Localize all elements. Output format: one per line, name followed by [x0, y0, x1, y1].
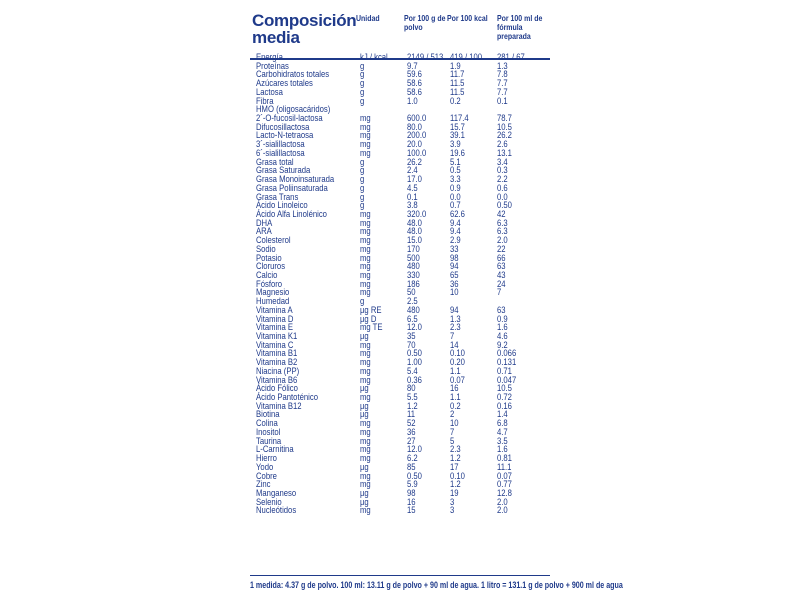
- row-unit: g: [360, 68, 365, 80]
- row-name: Cloruros: [256, 260, 286, 272]
- row-name: Ácido Alfa Linolénico: [256, 207, 327, 219]
- row-per-100g: 80: [407, 382, 416, 394]
- row-per-100g: 59.6: [407, 68, 422, 80]
- row-per-100g: 330: [407, 268, 420, 280]
- nutrition-table: [250, 8, 623, 590]
- row-per-100kcal: 0.10: [450, 347, 465, 359]
- row-per-100ml: 1.6: [497, 321, 508, 333]
- row-name: Colesterol: [256, 234, 291, 246]
- row-per-100kcal: 0.20: [450, 356, 465, 368]
- row-per-100g: 5.9: [407, 478, 418, 490]
- row-unit: g: [360, 94, 365, 106]
- row-per-100kcal: 62.6: [450, 207, 465, 219]
- row-unit: mg: [360, 129, 371, 141]
- row-per-100ml: 10.5: [497, 120, 512, 132]
- row-name: Calcio: [256, 268, 278, 280]
- row-unit: µg: [360, 399, 369, 411]
- row-per-100ml: 13.1: [497, 146, 512, 158]
- row-per-100kcal: 3.3: [450, 173, 461, 185]
- row-per-100kcal: 2.3: [450, 443, 461, 455]
- row-unit: mg: [360, 268, 371, 280]
- row-per-100kcal: 0.7: [450, 199, 461, 211]
- row-per-100ml: 0.07: [497, 469, 512, 481]
- row-unit: mg: [360, 452, 371, 464]
- row-per-100ml: 0.0: [497, 190, 508, 202]
- row-name: Grasa Monoinsaturada: [256, 173, 335, 185]
- row-per-100kcal: 33: [450, 242, 459, 254]
- row-name: Vitamina K1: [256, 330, 298, 341]
- row-per-100ml: 0.16: [497, 399, 512, 411]
- row-per-100g: 3.8: [407, 199, 418, 211]
- row-unit: mg: [360, 364, 371, 376]
- row-name: Humedad: [256, 295, 290, 307]
- row-unit: g: [360, 295, 365, 307]
- row-per-100g: 58.6: [407, 85, 422, 97]
- row-per-100ml: 0.066: [497, 347, 517, 359]
- row-per-100ml: 0.77: [497, 478, 512, 490]
- row-unit: µg: [360, 330, 369, 341]
- row-per-100ml: 0.6: [497, 181, 508, 193]
- row-per-100g: 0.50: [407, 469, 422, 481]
- row-unit: mg: [360, 434, 371, 446]
- row-per-100ml: 3.5: [497, 434, 508, 446]
- row-name: Biotina: [256, 408, 280, 420]
- row-unit: mg: [360, 260, 371, 272]
- row-per-100g: 5.4: [407, 364, 418, 376]
- row-per-100ml: 1.3: [497, 59, 508, 71]
- row-per-100ml: 0.71: [497, 364, 512, 376]
- row-per-100g: 80.0: [407, 120, 422, 132]
- row-per-100g: 12.0: [407, 321, 422, 333]
- row-name: Vitamina B2: [256, 356, 298, 368]
- row-unit: mg: [360, 356, 371, 368]
- row-unit: g: [360, 181, 365, 193]
- row-unit: mg: [360, 443, 371, 455]
- column-header-unit: Unidad: [356, 13, 380, 23]
- row-per-100ml: 11.1: [497, 460, 512, 472]
- row-unit: mg: [360, 234, 371, 246]
- row-per-100kcal: 9.4: [450, 225, 461, 237]
- table-row: [250, 279, 550, 288]
- row-unit: mg: [360, 277, 371, 289]
- row-per-100kcal: 0.5: [450, 164, 461, 176]
- row-per-100g: 170: [407, 242, 420, 254]
- row-per-100g: 100.0: [407, 146, 427, 158]
- row-per-100g: 2.5: [407, 295, 418, 307]
- row-per-100g: 50: [407, 286, 416, 298]
- row-per-100g: 500: [407, 251, 420, 263]
- row-per-100ml: 2.0: [497, 495, 508, 507]
- row-per-100ml: 78.7: [497, 112, 512, 124]
- row-per-100ml: 7.7: [497, 85, 508, 97]
- row-name: ARA: [256, 225, 272, 237]
- row-per-100g: 58.6: [407, 77, 422, 89]
- row-unit: mg: [360, 286, 371, 298]
- row-name: Proteínas: [256, 59, 289, 71]
- column-header-per-100kcal: Por 100 kcal: [447, 13, 488, 23]
- row-per-100g: 5.5: [407, 391, 418, 403]
- row-unit: mg: [360, 478, 371, 490]
- row-per-100kcal: 419 / 100: [450, 51, 483, 62]
- row-per-100ml: 0.81: [497, 452, 512, 464]
- row-per-100g: 0.1: [407, 190, 418, 202]
- row-per-100kcal: 19.6: [450, 146, 465, 158]
- row-per-100ml: 1.6: [497, 443, 508, 455]
- row-per-100kcal: 0.2: [450, 94, 461, 106]
- row-unit: µg RE: [360, 303, 382, 315]
- row-per-100ml: 12.8: [497, 486, 512, 498]
- row-unit: mg: [360, 242, 371, 254]
- row-per-100g: 52: [407, 417, 416, 429]
- row-per-100ml: 6.3: [497, 216, 508, 228]
- row-per-100ml: 22: [497, 242, 506, 254]
- row-per-100kcal: 9.4: [450, 216, 461, 228]
- row-per-100ml: 66: [497, 251, 506, 263]
- row-per-100g: 85: [407, 460, 416, 472]
- row-name: Grasa Trans: [256, 190, 299, 202]
- row-per-100ml: 0.72: [497, 391, 512, 403]
- row-per-100g: 12.0: [407, 443, 422, 455]
- row-unit: mg: [360, 373, 371, 385]
- row-per-100kcal: 0.07: [450, 373, 465, 385]
- row-per-100ml: 0.50: [497, 199, 512, 211]
- table-body: [250, 52, 550, 514]
- row-unit: kJ / kcal: [360, 51, 388, 62]
- row-per-100g: 15: [407, 504, 416, 516]
- row-name: Taurina: [256, 434, 282, 446]
- row-unit: g: [360, 155, 365, 167]
- row-name: Vitamina D: [256, 312, 294, 324]
- row-name: Niacina (PP): [256, 364, 300, 376]
- row-unit: µg: [360, 486, 369, 498]
- row-name: Manganeso: [256, 486, 297, 498]
- row-unit: g: [360, 59, 365, 71]
- row-name: Colina: [256, 417, 278, 429]
- row-per-100kcal: 65: [450, 268, 459, 280]
- row-unit: mg: [360, 425, 371, 437]
- row-name: 2´-O-fucosil-lactosa: [256, 112, 323, 124]
- row-unit: g: [360, 173, 365, 185]
- row-name: Vitamina B1: [256, 347, 298, 359]
- row-per-100ml: 0.047: [497, 373, 517, 385]
- row-per-100g: 17.0: [407, 173, 422, 185]
- row-unit: mg: [360, 225, 371, 237]
- row-per-100kcal: 0.10: [450, 469, 465, 481]
- row-per-100ml: 43: [497, 268, 506, 280]
- row-name: L-Carnitina: [256, 443, 294, 455]
- row-per-100kcal: 3: [450, 495, 455, 507]
- row-per-100g: 4.5: [407, 181, 418, 193]
- row-unit: mg: [360, 469, 371, 481]
- row-per-100g: 36: [407, 425, 416, 437]
- row-per-100ml: 10.5: [497, 382, 512, 394]
- row-per-100ml: 2.0: [497, 234, 508, 246]
- row-per-100kcal: 5: [450, 434, 455, 446]
- row-name: Potasio: [256, 251, 282, 263]
- row-unit: mg: [360, 112, 371, 124]
- row-per-100g: 1.0: [407, 94, 418, 106]
- row-unit: mg: [360, 347, 371, 359]
- row-per-100kcal: 1.1: [450, 364, 461, 376]
- row-unit: mg TE: [360, 321, 383, 333]
- row-per-100kcal: 1.3: [450, 312, 461, 324]
- row-per-100kcal: 1.9: [450, 59, 461, 71]
- row-per-100kcal: 0.9: [450, 181, 461, 193]
- row-unit: µg: [360, 460, 369, 472]
- row-per-100ml: 26.2: [497, 129, 512, 141]
- row-per-100kcal: 94: [450, 303, 459, 315]
- row-name: HMO (oligosacáridos): [256, 103, 331, 115]
- row-per-100g: 48.0: [407, 225, 422, 237]
- row-name: Carbohidratos totales: [256, 68, 330, 80]
- row-unit: µg: [360, 408, 369, 420]
- row-per-100g: 9.7: [407, 59, 418, 71]
- row-name: Sodio: [256, 242, 276, 254]
- row-name: 6´-sialillactosa: [256, 146, 305, 158]
- row-per-100g: 480: [407, 303, 420, 315]
- row-unit: mg: [360, 251, 371, 263]
- row-per-100kcal: 15.7: [450, 120, 465, 132]
- row-name: Grasa Poliinsaturada: [256, 181, 328, 193]
- row-per-100ml: 0.131: [497, 356, 517, 368]
- table-title: Composición media: [252, 11, 357, 47]
- row-per-100kcal: 1.1: [450, 391, 461, 403]
- row-per-100ml: 63: [497, 303, 506, 315]
- row-per-100kcal: 39.1: [450, 129, 465, 141]
- row-per-100ml: 6.3: [497, 225, 508, 237]
- row-unit: g: [360, 164, 365, 176]
- row-per-100g: 15.0: [407, 234, 422, 246]
- row-per-100ml: 7: [497, 286, 502, 298]
- row-name: Vitamina B6: [256, 373, 298, 385]
- row-per-100g: 2149 / 513: [407, 51, 444, 62]
- row-per-100kcal: 10: [450, 417, 459, 429]
- row-name: Fibra: [256, 94, 274, 106]
- row-per-100g: 1.2: [407, 399, 418, 411]
- row-unit: mg: [360, 504, 371, 516]
- row-name: Inositol: [256, 425, 281, 437]
- row-per-100g: 200.0: [407, 129, 427, 141]
- row-per-100kcal: 0.0: [450, 190, 461, 202]
- row-unit: mg: [360, 138, 371, 150]
- row-per-100ml: 7.8: [497, 68, 508, 80]
- row-name: DHA: [256, 216, 273, 228]
- row-per-100ml: 6.8: [497, 417, 508, 429]
- row-per-100ml: 42: [497, 207, 506, 219]
- row-per-100kcal: 0.2: [450, 399, 461, 411]
- row-per-100kcal: 11.5: [450, 77, 465, 89]
- row-per-100kcal: 1.2: [450, 478, 461, 490]
- footer-divider: [250, 575, 550, 576]
- row-name: Ácido Fólico: [256, 382, 298, 394]
- row-per-100g: 6.5: [407, 312, 418, 324]
- row-unit: µg: [360, 495, 369, 507]
- row-unit: mg: [360, 146, 371, 158]
- row-name: Hierro: [256, 452, 277, 464]
- row-per-100kcal: 14: [450, 338, 459, 350]
- row-name: Vitamina B12: [256, 399, 302, 411]
- row-name: Lactosa: [256, 85, 283, 97]
- row-unit: mg: [360, 216, 371, 228]
- row-name: Vitamina C: [256, 338, 294, 350]
- row-per-100kcal: 17: [450, 460, 459, 472]
- row-per-100ml: 3.4: [497, 155, 508, 167]
- column-header-per-100ml: Por 100 ml de fórmula preparada: [497, 13, 543, 41]
- row-per-100g: 6.2: [407, 452, 418, 464]
- row-per-100g: 11: [407, 408, 415, 420]
- row-per-100g: 2.4: [407, 164, 418, 176]
- preparation-footnote: 1 medida: 4.37 g de polvo. 100 ml: 13.11 g de polvo + 90 ml de agua. 1 litro = 131.1 g de polvo + 900 ml de agua: [250, 580, 623, 590]
- row-per-100ml: 4.7: [497, 425, 508, 437]
- row-per-100ml: 0.3: [497, 164, 508, 176]
- row-per-100kcal: 2.3: [450, 321, 461, 333]
- row-per-100kcal: 98: [450, 251, 459, 263]
- row-name: Selenio: [256, 495, 282, 507]
- row-name: Ácido Linoleico: [256, 199, 308, 211]
- row-per-100kcal: 1.2: [450, 452, 461, 464]
- row-unit: g: [360, 199, 365, 211]
- row-per-100kcal: 11.5: [450, 85, 465, 97]
- row-name: Cobre: [256, 469, 277, 481]
- row-per-100ml: 1.4: [497, 408, 508, 420]
- row-per-100g: 98: [407, 486, 416, 498]
- row-per-100ml: 2.0: [497, 504, 508, 516]
- row-per-100ml: 2.2: [497, 173, 508, 185]
- row-per-100g: 20.0: [407, 138, 422, 150]
- row-name: Yodo: [256, 460, 274, 472]
- row-name: Grasa Saturada: [256, 164, 311, 176]
- row-per-100g: 0.50: [407, 347, 422, 359]
- row-unit: mg: [360, 120, 371, 132]
- row-unit: g: [360, 190, 365, 202]
- row-name: Nucleótidos: [256, 504, 297, 516]
- row-per-100ml: 0.9: [497, 312, 508, 324]
- row-name: Magnesio: [256, 286, 290, 298]
- table-row: [250, 287, 550, 296]
- row-per-100ml: 4.6: [497, 330, 508, 341]
- row-per-100ml: 9.2: [497, 338, 508, 350]
- row-per-100kcal: 19: [450, 486, 459, 498]
- row-per-100g: 600.0: [407, 112, 427, 124]
- column-header-per-100g: Por 100 g de polvo: [404, 13, 446, 32]
- row-per-100kcal: 10: [450, 286, 459, 298]
- row-per-100kcal: 7: [450, 425, 455, 437]
- row-per-100kcal: 16: [450, 382, 459, 394]
- row-per-100ml: 24: [497, 277, 506, 289]
- row-name: Azúcares totales: [256, 77, 313, 89]
- row-per-100g: 0.36: [407, 373, 422, 385]
- row-per-100ml: 7.7: [497, 77, 508, 89]
- row-per-100kcal: 11.7: [450, 68, 465, 80]
- row-name: Zinc: [256, 478, 271, 490]
- row-per-100ml: 2.6: [497, 138, 508, 150]
- row-unit: µg: [360, 382, 369, 394]
- row-per-100g: 26.2: [407, 155, 422, 167]
- row-per-100g: 70: [407, 338, 416, 350]
- row-per-100g: 35: [407, 330, 416, 341]
- row-per-100g: 16: [407, 495, 416, 507]
- row-per-100g: 1.00: [407, 356, 422, 368]
- row-per-100g: 48.0: [407, 216, 422, 228]
- row-per-100kcal: 2: [450, 408, 455, 420]
- row-unit: mg: [360, 207, 371, 219]
- row-name: Fósforo: [256, 277, 283, 289]
- row-unit: mg: [360, 417, 371, 429]
- row-unit: mg: [360, 338, 371, 350]
- row-per-100kcal: 94: [450, 260, 459, 272]
- row-name: Difucosillactosa: [256, 120, 310, 132]
- table-row: [250, 505, 550, 514]
- row-unit: µg D: [360, 312, 377, 324]
- row-name: Vitamina E: [256, 321, 294, 333]
- row-per-100kcal: 36: [450, 277, 459, 289]
- row-per-100ml: 63: [497, 260, 506, 272]
- row-per-100kcal: 3: [450, 504, 455, 516]
- row-name: Grasa total: [256, 155, 294, 167]
- row-per-100kcal: 117.4: [450, 112, 469, 124]
- row-per-100kcal: 7: [450, 330, 455, 341]
- row-name: Lacto-N-tetraosa: [256, 129, 314, 141]
- row-name: Ácido Pantoténico: [256, 391, 318, 403]
- row-per-100ml: 281 / 67: [497, 51, 525, 62]
- row-per-100kcal: 5.1: [450, 155, 461, 167]
- row-unit: mg: [360, 391, 371, 403]
- row-per-100ml: 0.1: [497, 94, 508, 106]
- row-per-100kcal: 2.9: [450, 234, 461, 246]
- row-per-100g: 186: [407, 277, 420, 289]
- row-unit: g: [360, 85, 365, 97]
- row-per-100g: 480: [407, 260, 420, 272]
- row-per-100kcal: 3.9: [450, 138, 461, 150]
- row-name: 3´-sialillactosa: [256, 138, 305, 150]
- row-per-100g: 27: [407, 434, 416, 446]
- row-per-100g: 320.0: [407, 207, 427, 219]
- row-name: Vitamina A: [256, 303, 293, 315]
- row-name: Energía: [256, 51, 283, 62]
- row-unit: g: [360, 77, 365, 89]
